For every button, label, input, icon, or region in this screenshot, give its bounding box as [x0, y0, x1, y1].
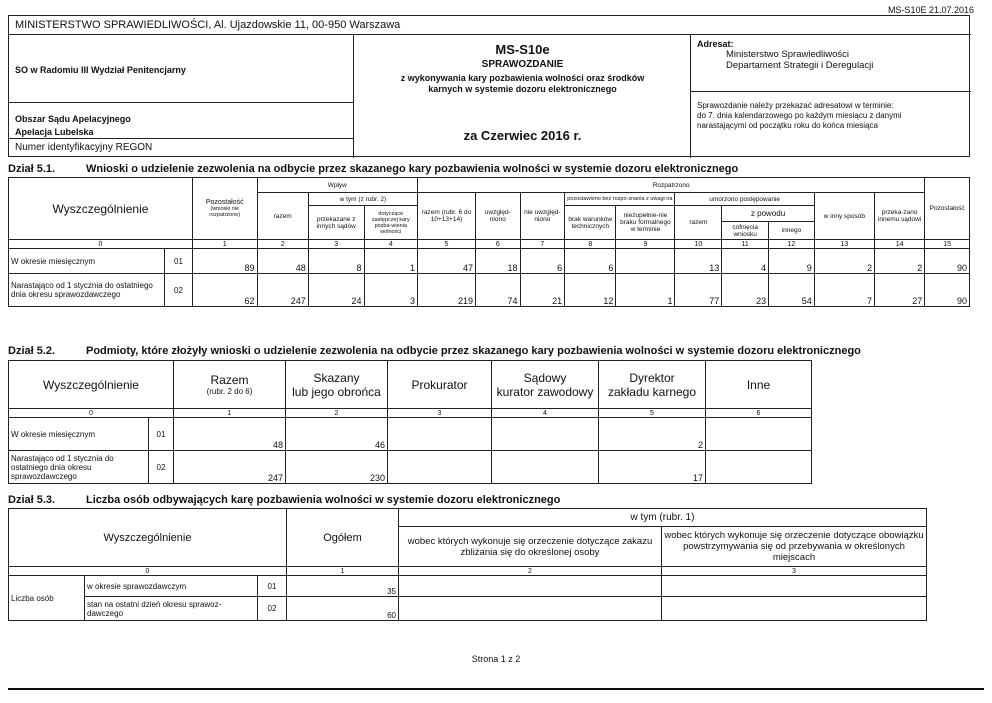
cell-value: [706, 451, 812, 484]
colnum: 9: [616, 240, 675, 249]
section-5-1-heading: Wnioski o udzielenie zezwolenia na odbycie przez skazanego kary pozbawienia wolności w systemie dozoru elektronicznego: [86, 163, 739, 175]
col-header-kurator: [492, 361, 599, 409]
row-code: 02: [149, 451, 174, 484]
addressee-line1: Ministerstwo Sprawiedliwości: [726, 49, 850, 60]
table-row: [9, 418, 812, 451]
colnum: 6: [706, 409, 812, 418]
row-label: Narastająco od 1 stycznia do ostatniego dnia okresu sprawozdawczego: [9, 451, 149, 484]
cell-value: 46: [286, 418, 388, 451]
report-type: SPRAWOZDANIE: [481, 59, 564, 70]
col-header-wplyw-razem: razem: [257, 193, 308, 240]
pozostalosc-sub: (wnioski nie rozpatrzone): [209, 206, 241, 218]
cell-value: 2: [814, 249, 874, 274]
addressee-line2: Departament Strategii i Deregulacji: [726, 60, 874, 71]
col-header-prokurator: Prokurator: [388, 361, 492, 409]
cell-value: 9: [769, 249, 815, 274]
colnum: 1: [192, 240, 257, 249]
col-header-pozostalosc-end: Pozostałość: [925, 178, 970, 240]
cell-value: [399, 576, 662, 597]
cell-value: 2: [599, 418, 706, 451]
cell-value: 90: [925, 274, 970, 307]
cell-value: [399, 597, 662, 621]
colnum: 10: [675, 240, 722, 249]
col-header-dyrektor: [599, 361, 706, 409]
cell-value: 8: [308, 249, 364, 274]
deadline-line2: do 7. dnia kalendarzowego po każdym miesiącu z danymi: [697, 111, 902, 120]
colnum: 2: [286, 409, 388, 418]
section-5-3-column-numbers: [9, 567, 927, 576]
colnum: 5: [599, 409, 706, 418]
colnum: 3: [308, 240, 364, 249]
table-row: [9, 274, 970, 307]
cell-value: [492, 418, 599, 451]
section-5-1-table: [8, 177, 970, 307]
col-header-obowiazek: wobec których wykonuje się orzeczenie dotyczące obowiązku powstrzymywania się od przebywania w określonych miejscach: [662, 527, 927, 567]
header-addressee-column: [691, 35, 971, 158]
col-header-pozostalosc: [192, 178, 257, 240]
colnum: 15: [925, 240, 970, 249]
colnum: 3: [662, 567, 927, 576]
cell-value: 90: [925, 249, 970, 274]
row-code: 01: [149, 418, 174, 451]
section-5-3-table: [8, 508, 927, 621]
colnum: 5: [418, 240, 476, 249]
cell-value: 18: [475, 249, 520, 274]
regon-label: Numer identyfikacyjny REGON: [15, 142, 153, 153]
court-name: SO w Radomiu III Wydział Penitencjarny: [15, 65, 186, 75]
cell-value: 1: [616, 274, 675, 307]
cell-value: 23: [722, 274, 769, 307]
skazany-sub: lub jego obrońca: [292, 384, 381, 399]
section-5-1-column-numbers: [9, 240, 970, 249]
cell-value: 13: [675, 249, 722, 274]
table-row: [9, 597, 927, 621]
col-header-brak-warunkow: brak warunków technicznych: [565, 206, 616, 240]
cell-value: 89: [192, 249, 257, 274]
report-subtitle-line2: karnych w systemie dozoru elektronicznego: [428, 84, 617, 94]
colnum: 2: [257, 240, 308, 249]
pozostalosc-label: Pozostałość: [205, 199, 244, 206]
colnum: 12: [769, 240, 815, 249]
col-header-uwzgledniono: uwzględ-niono: [475, 193, 520, 240]
col-header-cofniecia: cofnięcia wniosku: [722, 222, 769, 240]
report-period: za Czerwiec 2016 r.: [463, 128, 582, 143]
header-left-column: [9, 35, 354, 158]
col-header-rozp-razem: razem (rubr. 6 do 10+13+14): [418, 193, 476, 240]
section-5-2-column-numbers: [9, 409, 812, 418]
row-code: 02: [165, 274, 193, 307]
colnum: 4: [492, 409, 599, 418]
row-label: w okresie sprawozdawczym: [85, 576, 258, 597]
razem-label: Razem: [210, 373, 249, 387]
colnum: 1: [287, 567, 399, 576]
cell-value: 48: [174, 418, 286, 451]
col-header-rozpatrzono: Rozpatrzono: [418, 178, 925, 193]
col-header-przekazano: przeka-zano innemu sądowi: [874, 193, 924, 240]
section-5-2-heading: Podmioty, które złożyły wnioski o udzielenie zezwolenia na odbycie przez skazanego kary pozbawienia wolności w systemie dozoru elektronicznego: [86, 345, 861, 357]
cell-value: [706, 418, 812, 451]
cell-value: 27: [874, 274, 924, 307]
table-row: [9, 249, 970, 274]
col-header-umorzono-razem: razem: [675, 206, 722, 240]
colnum: 1: [174, 409, 286, 418]
deadline-line1: Sprawozdanie należy przekazać adresatowi w terminie:: [697, 101, 894, 110]
cell-value: 4: [722, 249, 769, 274]
kurator-sub: kurator zawodowy: [496, 384, 594, 399]
cell-value: [662, 576, 927, 597]
cell-value: 77: [675, 274, 722, 307]
col-header-wyszczegolnienie: Wyszczególnienie: [9, 361, 174, 409]
col-header-razem: [174, 361, 286, 409]
cell-value: 1: [364, 249, 418, 274]
cell-value: 247: [174, 451, 286, 484]
col-header-bez-rozpoznania: pozostawiono bez rozpo-znania z uwagi na: [565, 193, 675, 206]
cell-value: 47: [418, 249, 476, 274]
cell-value: 60: [287, 597, 399, 621]
section-5-3-title: [8, 494, 908, 506]
cell-value: 247: [257, 274, 308, 307]
col-header-w-tym: w tym (rubr. 1): [399, 509, 927, 527]
col-header-zakaz-zblizania: wobec których wykonuje się orzeczenie dotyczące zakazu zbliżania się do określonej osoby: [399, 527, 662, 567]
section-5-2-title: [8, 345, 983, 357]
col-header-w-tym: w tym (z rubr. 2): [308, 193, 417, 206]
colnum: 4: [364, 240, 418, 249]
section-5-2-number: Dział 5.2.: [8, 345, 56, 357]
col-header-wplyw: Wpływ: [257, 178, 417, 193]
col-header-wyszczegolnienie: Wyszczególnienie: [9, 178, 193, 240]
col-header-skazany: [286, 361, 388, 409]
page-number: Strona 1 z 2: [471, 654, 521, 664]
report-subtitle-line1: z wykonywania kary pozbawienia wolności oraz środków: [400, 73, 645, 83]
col-header-dotyczace: dotyczące zastępczej kary pozba-wienia wolności: [364, 206, 418, 240]
appeal-area: Obszar Sądu Apelacyjnego: [15, 114, 131, 124]
col-header-niezupelnienie: niezupełnie-nie braku formalnego w terminie: [616, 206, 675, 240]
colnum: 2: [399, 567, 662, 576]
group-label: Liczba osób: [9, 576, 85, 621]
col-header-nieuwzgledniono: nie uwzględ-niono: [520, 193, 565, 240]
dyrektor-sub: zakładu karnego: [607, 384, 697, 399]
cell-value: 6: [565, 249, 616, 274]
appeal-name: Apelacja Lubelska: [15, 127, 94, 137]
skazany-label: Skazany: [313, 370, 360, 385]
cell-value: 74: [475, 274, 520, 307]
dyrektor-label: Dyrektor: [629, 370, 675, 385]
col-header-inne: Inne: [706, 361, 812, 409]
report-header: [8, 15, 970, 157]
table-row: [9, 576, 927, 597]
colnum: 14: [874, 240, 924, 249]
table-row: [9, 451, 812, 484]
section-5-3-heading: Liczba osób odbywających karę pozbawienia wolności w systemie dozoru elektronicznego: [86, 494, 561, 506]
cell-value: 54: [769, 274, 815, 307]
colnum: 7: [520, 240, 565, 249]
cell-value: 7: [814, 274, 874, 307]
row-label: W okresie miesięcznym: [9, 249, 165, 274]
col-header-w-inny-sposob: w inny sposób: [814, 193, 874, 240]
row-code: 01: [258, 576, 287, 597]
cell-value: 62: [192, 274, 257, 307]
col-header-innego: innego: [769, 222, 815, 240]
form-code: MS-S10e: [495, 42, 550, 57]
colnum: 13: [814, 240, 874, 249]
col-header-umorzono: umorzono postępowanie: [675, 193, 814, 206]
ministry-address: MINISTERSTWO SPRAWIEDLIWOŚCI, Al. Ujazdowskie 11, 00-950 Warszawa: [9, 16, 971, 35]
cell-value: 6: [520, 249, 565, 274]
header-title-column: [354, 35, 691, 158]
document-code: MS-S10E 21.07.2016: [887, 5, 974, 15]
cell-value: 17: [599, 451, 706, 484]
colnum: 0: [9, 409, 174, 418]
row-label: stan na ostatni dzień okresu sprawoz-dawczego: [85, 597, 258, 621]
col-header-z-powodu: z powodu: [722, 206, 815, 222]
deadline-line3: narastającymi od początku roku do końca miesiąca: [697, 121, 878, 130]
section-5-1-title: [8, 163, 978, 175]
colnum: 0: [9, 567, 287, 576]
row-code: 01: [165, 249, 193, 274]
row-label: Narastająco od 1 stycznia do ostatniego dnia okresu sprawozdawczego: [9, 274, 165, 307]
cell-value: 24: [308, 274, 364, 307]
section-5-1-number: Dział 5.1.: [8, 163, 56, 175]
razem-sub: (rubr. 2 do 6): [206, 387, 253, 396]
colnum: 8: [565, 240, 616, 249]
cell-value: [492, 451, 599, 484]
kurator-label: Sądowy: [523, 370, 567, 385]
cell-value: [388, 418, 492, 451]
cell-value: 3: [364, 274, 418, 307]
cell-value: 21: [520, 274, 565, 307]
row-label: W okresie miesięcznym: [9, 418, 149, 451]
bottom-rule: [8, 688, 984, 690]
section-5-3-number: Dział 5.3.: [8, 494, 56, 506]
col-header-ogolem: Ogółem: [287, 509, 399, 567]
cell-value: 230: [286, 451, 388, 484]
col-header-przekazane: przekazane z innych sądów: [308, 206, 364, 240]
col-header-wyszczegolnienie: Wyszczególnienie: [9, 509, 287, 567]
cell-value: [616, 249, 675, 274]
section-5-2-table: [8, 360, 812, 484]
colnum: 3: [388, 409, 492, 418]
cell-value: 35: [287, 576, 399, 597]
cell-value: 2: [874, 249, 924, 274]
colnum: 6: [475, 240, 520, 249]
cell-value: 219: [418, 274, 476, 307]
cell-value: [662, 597, 927, 621]
colnum: 0: [9, 240, 193, 249]
colnum: 11: [722, 240, 769, 249]
cell-value: 12: [565, 274, 616, 307]
addressee-label: Adresat:: [697, 39, 734, 49]
cell-value: 48: [257, 249, 308, 274]
row-code: 02: [258, 597, 287, 621]
cell-value: [388, 451, 492, 484]
